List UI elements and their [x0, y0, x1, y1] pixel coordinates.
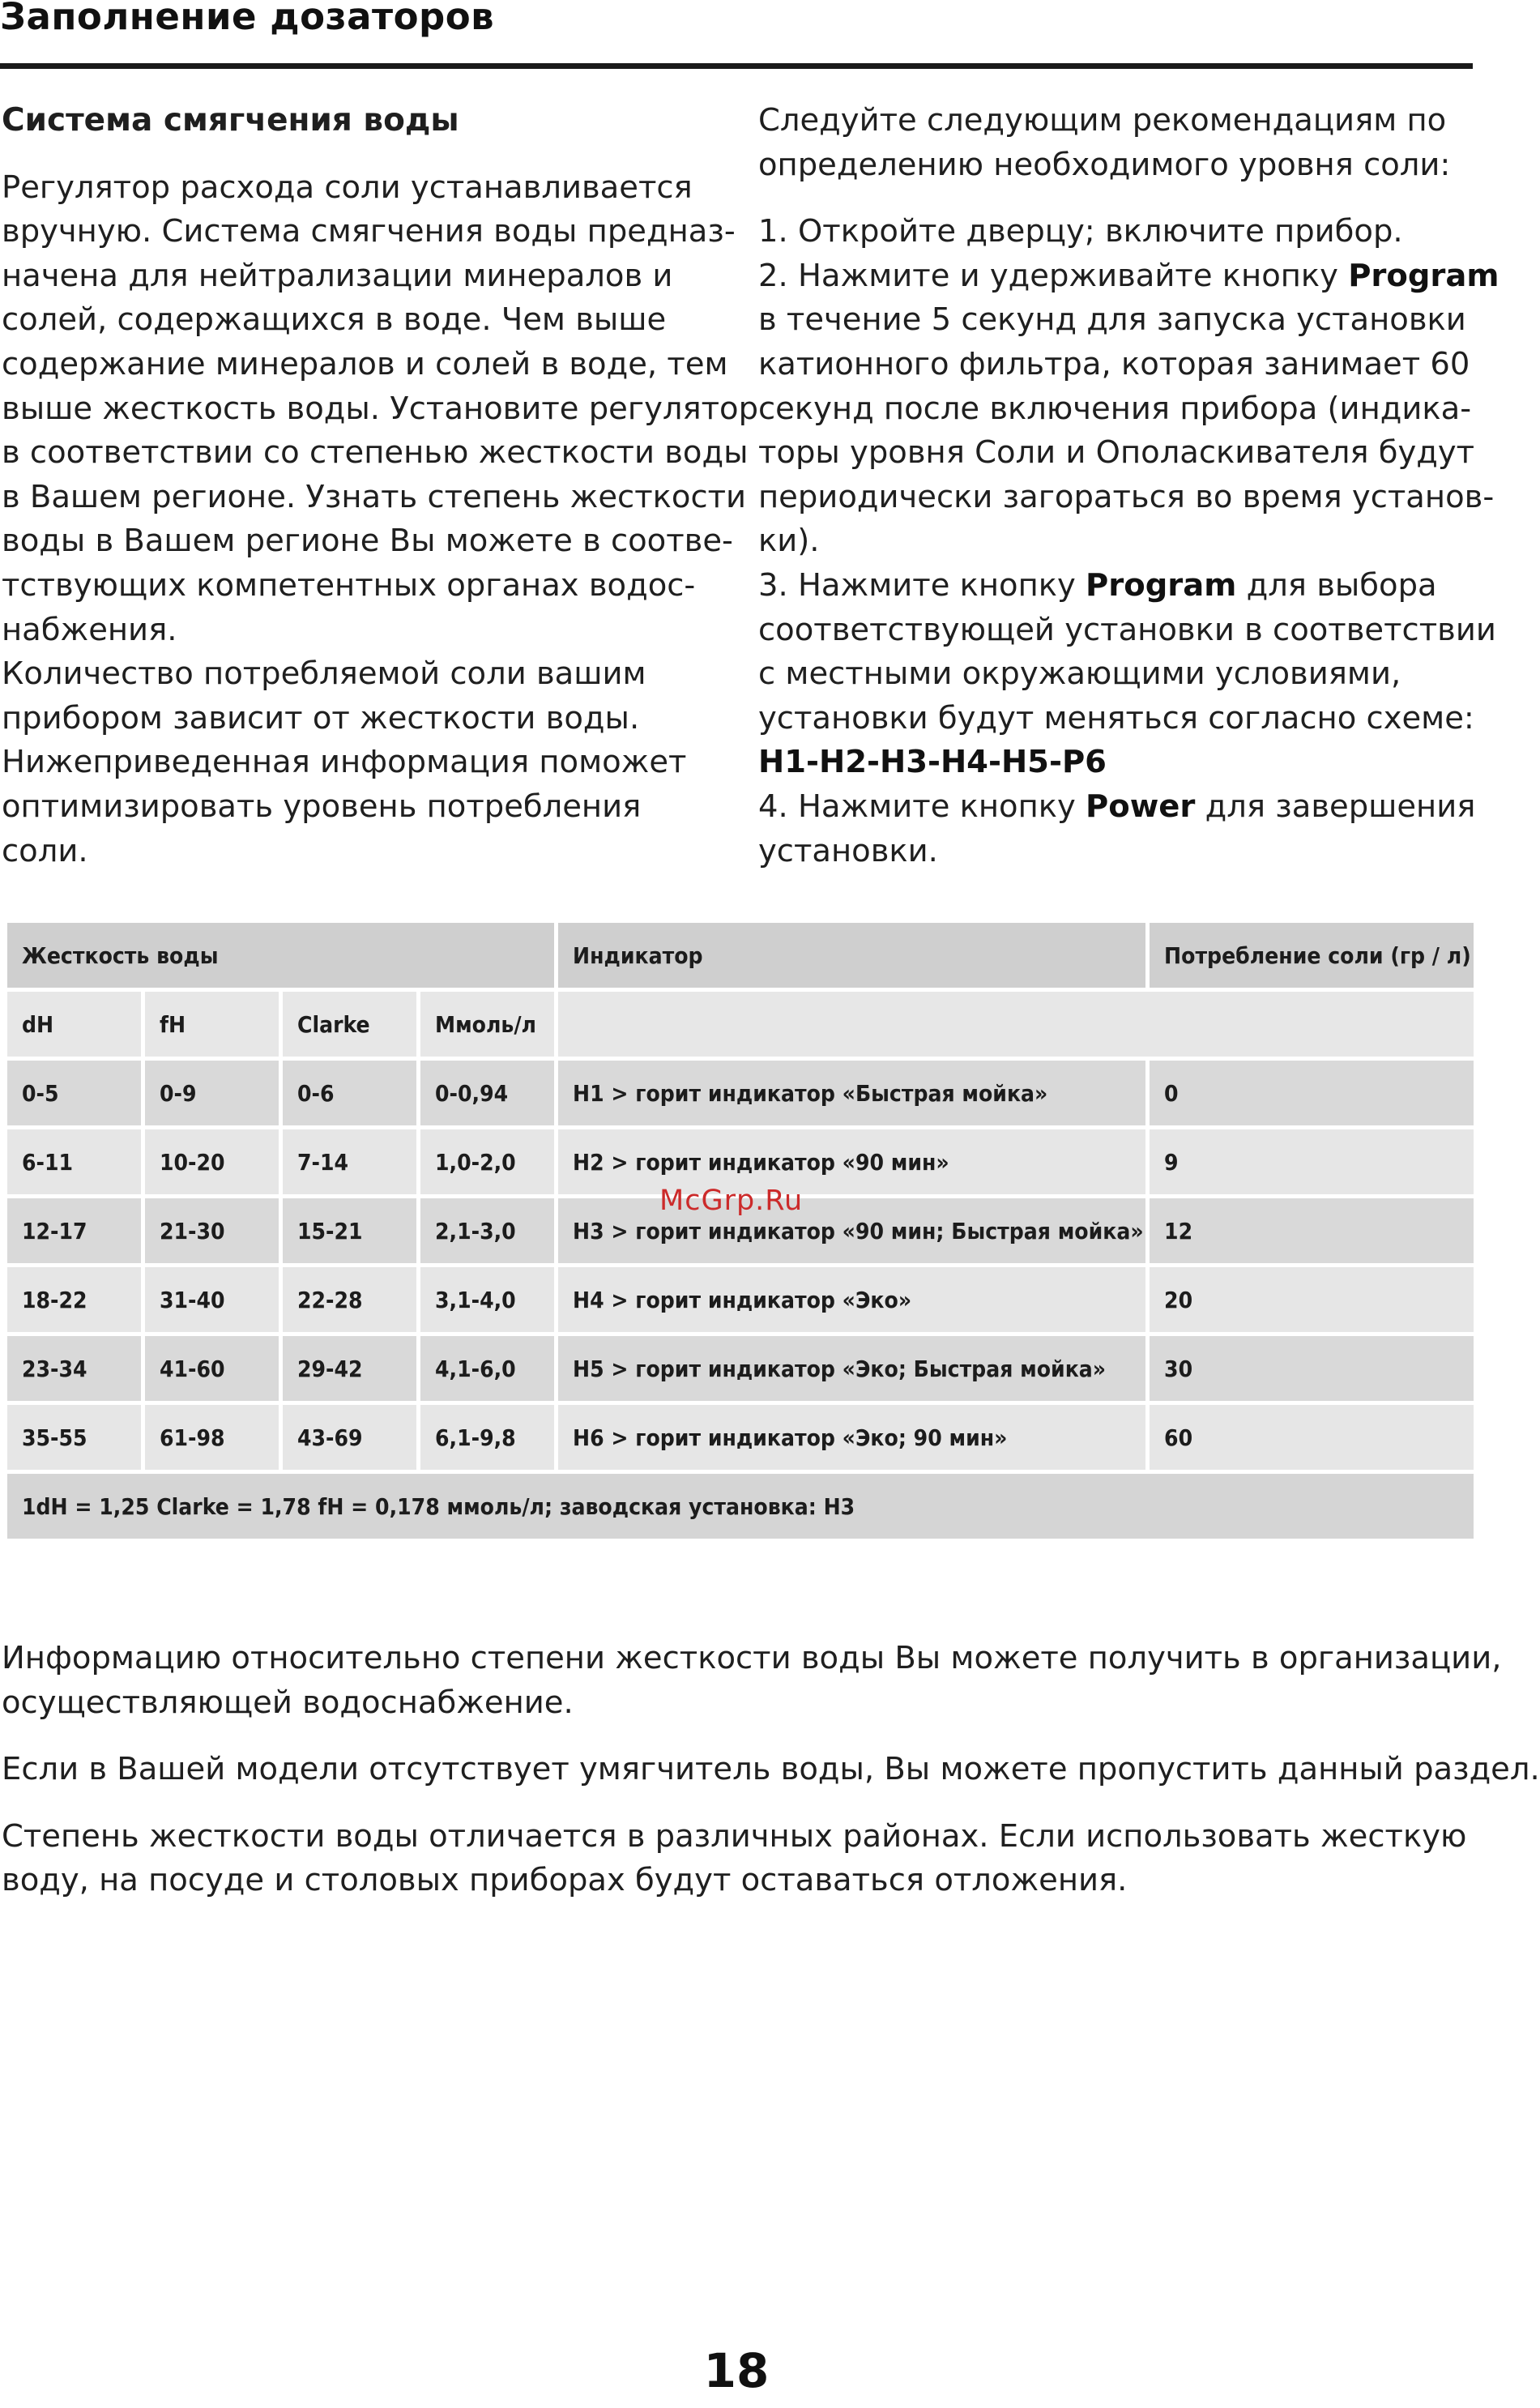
left-column [2, 99, 759, 873]
cell-indicator: H6 > горит индикатор «Эко; 90 мин» [558, 1405, 1145, 1470]
page-title: Заполнение дозаторов [0, 0, 495, 38]
empty-cell [558, 992, 1474, 1057]
text-line: содержание минералов и солей в воде, тем [2, 345, 728, 382]
text-line: в Вашем регионе. Узнать степень жесткости [2, 478, 747, 515]
cell-salt: 20 [1150, 1267, 1474, 1332]
text-line: воды в Вашем регионе Вы можете в соотве- [2, 523, 733, 560]
cell-dh: 35-55 [7, 1405, 141, 1470]
program-button-label: Program [1348, 257, 1499, 294]
step-3: 3. Нажмите кнопку Program для выбора [758, 566, 1437, 604]
text-line: ки). [758, 523, 820, 560]
cell-indicator: H5 > горит индикатор «Эко; Быстрая мойка» [558, 1336, 1145, 1401]
text-line: тствующих компетентных органах водос- [2, 566, 696, 604]
table-footnote-row [7, 1474, 1474, 1539]
note-water-supply [2, 1637, 1502, 1725]
cell-fh: 41-60 [145, 1336, 279, 1401]
title-divider [0, 63, 1473, 69]
unit-clarke: Clarke [283, 992, 416, 1057]
cell-clarke: 43-69 [283, 1405, 416, 1470]
unit-dh: dH [7, 992, 141, 1057]
text-line: Количество потребляемой соли вашим [2, 655, 646, 693]
cell-fh: 21-30 [145, 1198, 279, 1263]
note-no-softener [2, 1748, 1540, 1792]
text-line: выше жесткость воды. Установите регулятор [2, 390, 759, 427]
text-line: с местными окружающими условиями, [758, 655, 1401, 693]
text-line: воду, на посуде и столовых приборах будут оставаться отложения. [2, 1862, 1128, 1899]
text-line: набжения. [2, 611, 177, 648]
text-line: Регулятор расхода соли устанавливается [2, 169, 693, 206]
header-hardness: Жесткость воды [7, 923, 554, 988]
cell-salt: 30 [1150, 1336, 1474, 1401]
page-number: 18 [703, 2343, 770, 2398]
text-line: Степень жесткости воды отличается в различных районах. Если использовать жесткую [2, 1817, 1467, 1855]
text-line: солей, содержащихся в воде. Чем выше [2, 301, 667, 339]
cell-clarke: 15-21 [283, 1198, 416, 1263]
cell-mmol: 0-0,94 [420, 1061, 554, 1125]
cell-mmol: 2,1-3,0 [420, 1198, 554, 1263]
instructions-intro [758, 99, 1463, 187]
text-line: Информацию относительно степени жесткости воды Вы можете получить в организации, [2, 1640, 1502, 1676]
cell-salt: 60 [1150, 1405, 1474, 1470]
cell-indicator: H4 > горит индикатор «Эко» [558, 1267, 1145, 1332]
cell-dh: 23-34 [7, 1336, 141, 1401]
program-button-label: Program [1086, 566, 1237, 604]
water-softener-description [2, 166, 759, 874]
watermark: McGrp.Ru [659, 1185, 804, 1217]
text-line: установки. [758, 832, 938, 869]
table-header-row [7, 923, 1474, 988]
text-line: начена для нейтрализации минералов и [2, 257, 673, 294]
cell-indicator: H1 > горит индикатор «Быстрая мойка» [558, 1061, 1145, 1125]
cell-indicator: H2 > горит индикатор «90 мин» [558, 1129, 1145, 1194]
step-1: 1. Откройте дверцу; включите прибор. [758, 213, 1403, 250]
text-line: катионного фильтра, которая занимает 60 [758, 345, 1470, 382]
cell-indicator: H3 > горит индикатор «90 мин; Быстрая мойка» [558, 1198, 1145, 1263]
table-row [7, 1336, 1474, 1401]
setting-scheme: H1-H2-H3-H4-H5-P6 [758, 744, 1107, 781]
cell-salt: 0 [1150, 1061, 1474, 1125]
cell-dh: 18-22 [7, 1267, 141, 1332]
cell-salt: 9 [1150, 1129, 1474, 1194]
instruction-steps [758, 210, 1499, 873]
step-4: 4. Нажмите кнопку Power для завершения [758, 788, 1476, 825]
table-row [7, 1267, 1474, 1332]
cell-fh: 61-98 [145, 1405, 279, 1470]
cell-dh: 12-17 [7, 1198, 141, 1263]
text-line: соответствующей установки в соответствии [758, 611, 1496, 648]
text-line: определению необходимого уровня соли: [758, 146, 1451, 183]
bottom-notes [2, 1637, 1540, 1926]
header-consumption: Потребление соли (гр / л) [1150, 923, 1474, 988]
cell-clarke: 7-14 [283, 1129, 416, 1194]
section-heading: Система смягчения воды [2, 102, 459, 139]
unit-fh: fH [145, 992, 279, 1057]
cell-dh: 6-11 [7, 1129, 141, 1194]
table-footnote: 1dH = 1,25 Clarke = 1,78 fH = 0,178 ммоль/л; заводская установка: H3 [7, 1474, 1474, 1539]
unit-mmol: Ммоль/л [420, 992, 554, 1057]
cell-clarke: 29-42 [283, 1336, 416, 1401]
cell-salt: 12 [1150, 1198, 1474, 1263]
header-indicator: Индикатор [558, 923, 1145, 988]
text-line: Нижеприведенная информация поможет [2, 744, 687, 781]
water-hardness-table [3, 919, 1478, 1543]
text-line: торы уровня Соли и Ополаскивателя будут [758, 434, 1475, 472]
cell-mmol: 6,1-9,8 [420, 1405, 554, 1470]
table-row [7, 1405, 1474, 1470]
cell-fh: 31-40 [145, 1267, 279, 1332]
cell-mmol: 4,1-6,0 [420, 1336, 554, 1401]
table-units-row [7, 992, 1474, 1057]
cell-fh: 10-20 [145, 1129, 279, 1194]
text-line: соли. [2, 832, 88, 869]
cell-clarke: 0-6 [283, 1061, 416, 1125]
text-line: вручную. Система смягчения воды предназ- [2, 213, 736, 250]
text-line: в соответствии со степенью жесткости воды [2, 434, 749, 472]
cell-mmol: 1,0-2,0 [420, 1129, 554, 1194]
text-line: прибором зависит от жесткости воды. [2, 699, 640, 736]
text-line: Если в Вашей модели отсутствует умягчитель воды, Вы можете пропустить данный раздел. [2, 1751, 1540, 1788]
note-deposits [2, 1815, 1467, 1903]
text-line: Следуйте следующим рекомендациям по [758, 102, 1447, 139]
text-line: в течение 5 секунд для запуска установки [758, 301, 1466, 339]
step-2: 2. Нажмите и удерживайте кнопку Program [758, 257, 1499, 294]
cell-dh: 0-5 [7, 1061, 141, 1125]
text-line: секунд после включения прибора (индика- [758, 390, 1472, 427]
cell-mmol: 3,1-4,0 [420, 1267, 554, 1332]
text-line: периодически загораться во время установ- [758, 478, 1495, 515]
right-column [758, 99, 1499, 873]
cell-clarke: 22-28 [283, 1267, 416, 1332]
table-row [7, 1061, 1474, 1125]
text-line: оптимизировать уровень потребления [2, 788, 642, 825]
text-line: осуществляющей водоснабжение. [2, 1684, 574, 1721]
power-button-label: Power [1086, 788, 1196, 825]
text-line: установки будут меняться согласно схеме: [758, 699, 1474, 736]
cell-fh: 0-9 [145, 1061, 279, 1125]
